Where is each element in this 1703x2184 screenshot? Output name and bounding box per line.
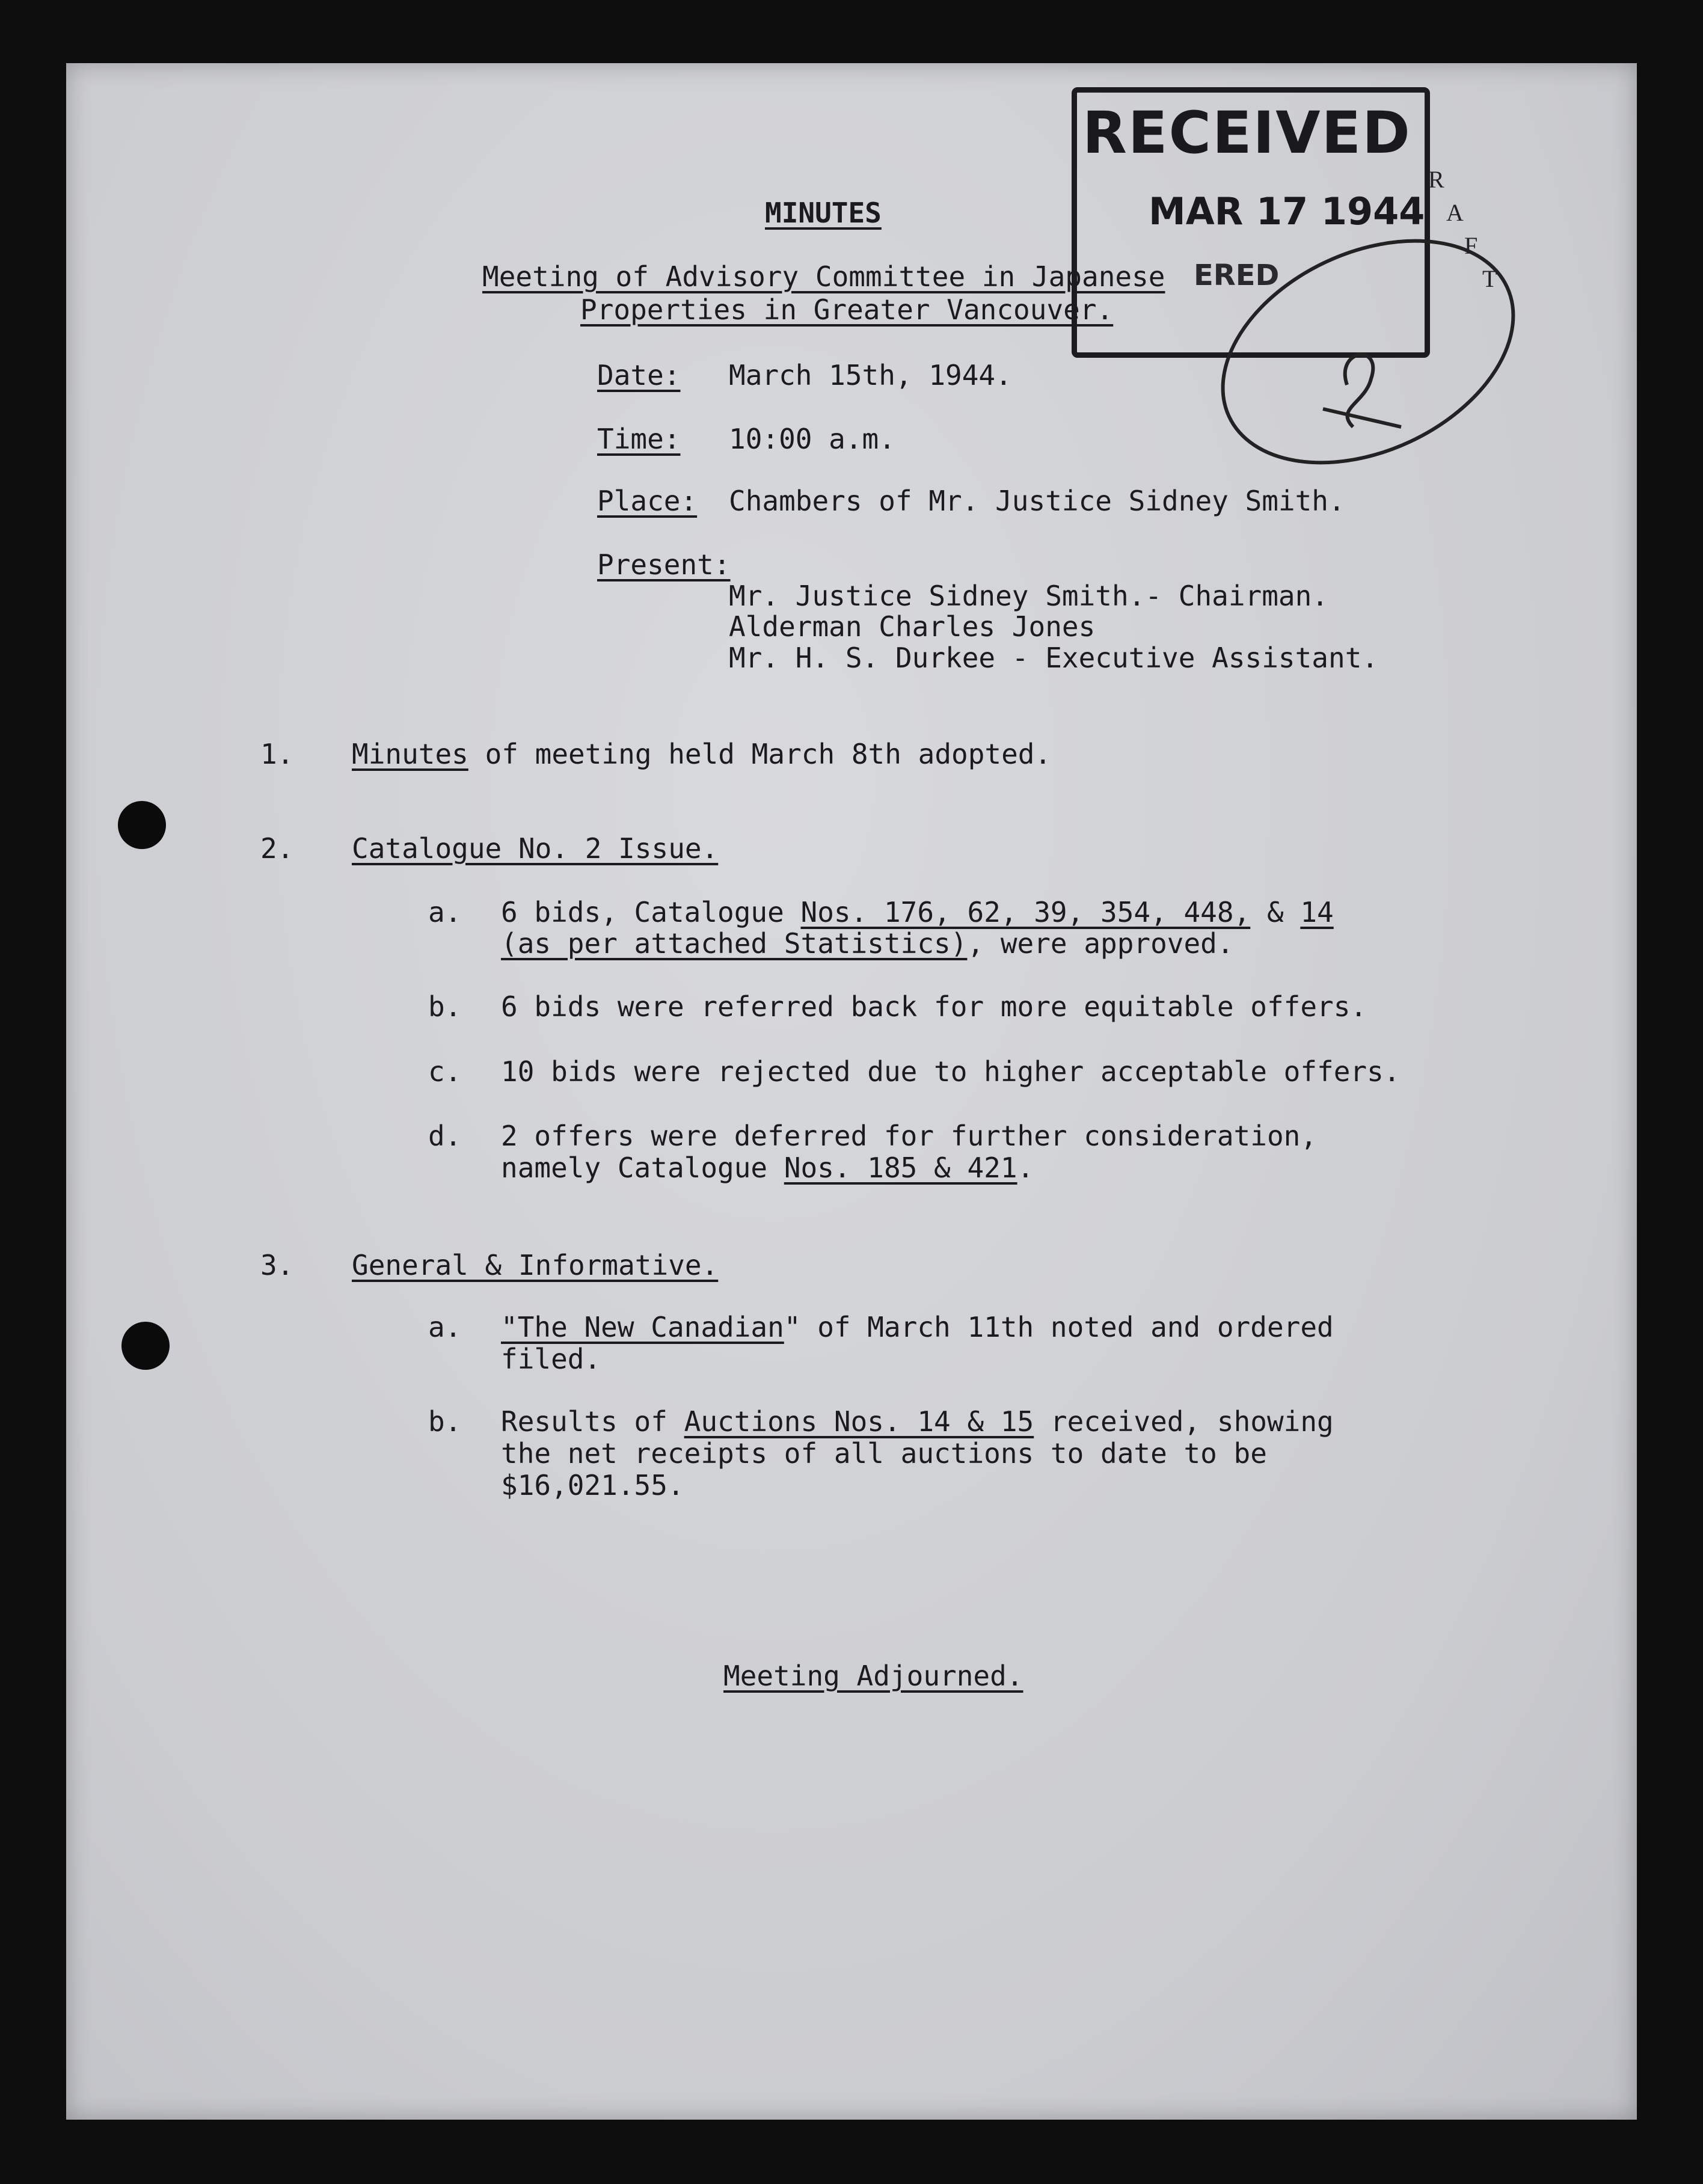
draft-letter: R — [1428, 166, 1444, 193]
item-3-title: General & Informative. — [352, 1249, 719, 1281]
present-label: Present: — [597, 548, 731, 581]
date-label: Date: — [597, 359, 681, 391]
item-3b-text: received, showing — [1034, 1405, 1334, 1438]
time-value: 10:00 a.m. — [729, 423, 895, 455]
place-label: Place: — [597, 485, 698, 517]
item-2d-text: . — [1017, 1152, 1034, 1184]
subitem-letter: a. — [428, 896, 462, 928]
stamp-title: RECEIVED — [1082, 99, 1411, 167]
item-3a-line2: filed. — [501, 1343, 601, 1375]
stamp-date: MAR 17 1944 — [1149, 189, 1425, 233]
item-2-title: Catalogue No. 2 Issue. — [352, 832, 719, 865]
item-2a-text: 6 bids, Catalogue — [501, 896, 801, 928]
place-value: Chambers of Mr. Justice Sidney Smith. — [729, 485, 1345, 517]
item-3b-line2: the net receipts of all auctions to date to be — [501, 1437, 1267, 1470]
attendee: Alderman Charles Jones — [729, 610, 1096, 643]
publication-name: "The New Canadian — [501, 1311, 784, 1343]
punch-hole-top — [118, 801, 166, 849]
subitem-letter: b. — [428, 1405, 462, 1438]
statistics-note: (as per attached Statistics) — [501, 927, 968, 960]
item-3a-line1 — [501, 1311, 1334, 1343]
meeting-title-line1: Meeting of Advisory Committee in Japanese — [482, 260, 1165, 293]
subitem-letter: d. — [428, 1120, 462, 1152]
meeting-title-line2: Properties in Greater Vancouver. — [580, 293, 1114, 326]
item-3b-line1 — [501, 1405, 1334, 1438]
item-number: 2. — [260, 832, 294, 865]
item-3b-text: Results of — [501, 1405, 684, 1438]
item-2a-line2 — [501, 927, 1234, 960]
item-1-title: Minutes — [352, 738, 468, 770]
time-label: Time: — [597, 423, 681, 455]
attendee: Mr. Justice Sidney Smith.- Chairman. — [729, 580, 1328, 612]
handwritten-circle-mark — [1203, 229, 1539, 469]
subitem-letter: c. — [428, 1055, 462, 1088]
meeting-adjourned: Meeting Adjourned. — [723, 1660, 1023, 1692]
item-3a-text: " of March 11th noted and ordered — [784, 1311, 1334, 1343]
attendee: Mr. H. S. Durkee - Executive Assistant. — [729, 642, 1379, 674]
catalogue-numbers: Nos. 176, 62, 39, 354, 448, — [800, 896, 1251, 928]
catalogue-number: 14 — [1300, 896, 1334, 928]
date-value: March 15th, 1944. — [729, 359, 1012, 391]
item-2b-text: 6 bids were referred back for more equitable offers. — [501, 990, 1367, 1023]
stamp-word: ERED — [1194, 259, 1280, 292]
item-2a-text: & — [1250, 896, 1301, 928]
item-1-line — [352, 738, 1051, 770]
draft-letter: F — [1464, 232, 1478, 259]
item-number: 1. — [260, 738, 294, 770]
item-2d-line2 — [501, 1152, 1034, 1184]
item-number: 3. — [260, 1249, 294, 1281]
item-2c-text: 10 bids were rejected due to higher acceptable offers. — [501, 1055, 1401, 1088]
draft-letter: T — [1482, 265, 1497, 292]
subitem-letter: a. — [428, 1311, 462, 1343]
item-3b-line3: $16,021.55. — [501, 1469, 684, 1502]
auction-numbers: Auctions Nos. 14 & 15 — [684, 1405, 1034, 1438]
item-2d-line1: 2 offers were deferred for further consideration, — [501, 1120, 1318, 1152]
item-2d-text: namely Catalogue — [501, 1152, 784, 1184]
punch-hole-bottom — [121, 1322, 170, 1370]
document-title: MINUTES — [765, 197, 882, 229]
draft-letter: A — [1446, 199, 1464, 226]
subitem-letter: b. — [428, 990, 462, 1023]
item-2a-text: , were approved. — [967, 927, 1234, 960]
item-1-text: of meeting held March 8th adopted. — [468, 738, 1052, 770]
catalogue-numbers: Nos. 185 & 421 — [784, 1152, 1017, 1184]
item-2a-line1 — [501, 896, 1334, 928]
